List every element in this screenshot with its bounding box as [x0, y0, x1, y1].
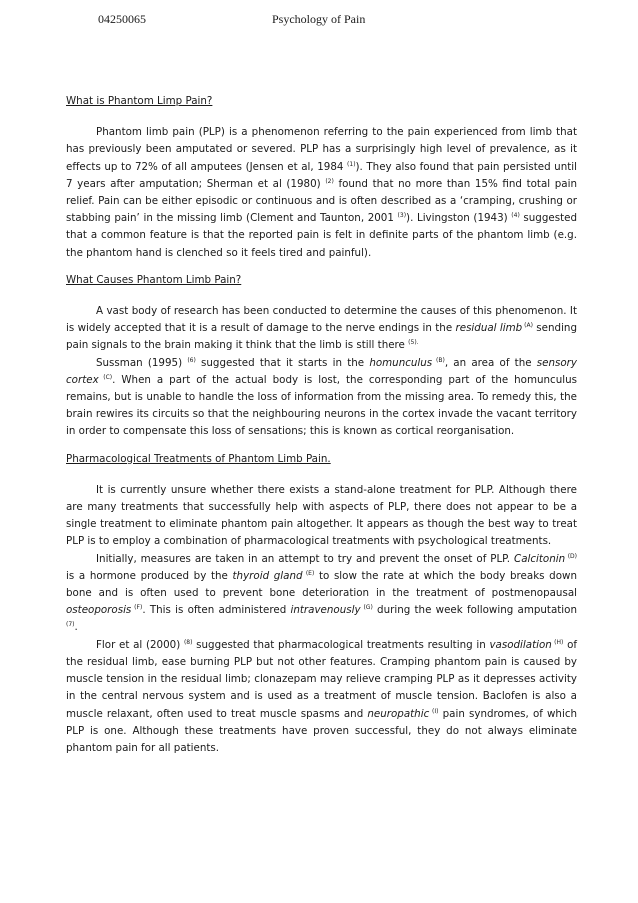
- citation-ref: (1): [347, 160, 356, 168]
- citation-ref: (6): [187, 356, 196, 364]
- glossary-term: intravenously: [290, 604, 361, 617]
- section-heading-what-is-plp: What is Phantom Limp Pain?: [66, 95, 213, 107]
- glossary-ref: (C): [98, 373, 113, 381]
- student-id: 04250065: [98, 12, 146, 26]
- citation-ref: (8): [183, 638, 193, 646]
- glossary-ref: (H): [551, 638, 564, 646]
- citation-ref: (7): [66, 621, 75, 629]
- glossary-term: Calcitonin: [514, 552, 566, 565]
- glossary-term: vasodilation: [489, 638, 552, 651]
- glossary-ref: (I): [429, 707, 439, 715]
- glossary-term: homunculus: [369, 356, 433, 369]
- glossary-ref: (E): [302, 569, 315, 577]
- paragraph: Sussman (1995) $^{(6)}$ suggested that it starts in the homunculus $^{(B)}$, an area of the sensory cortex $^{(C)}$. When a part of the actual body is lost, the corresponding part of the homunculus remains, but is unable to handle the loss of information from the missing area. To remedy this, the brain rewires its circuits so that the neighbouring neurons in the cortex invade the vacant territory in order to compensate this loss of sensations; this is known as cortical reorganisation.: [66, 356, 577, 438]
- glossary-term: residual limb: [455, 322, 523, 335]
- citation-ref: (2): [325, 177, 334, 185]
- section-heading-pharmacological: Pharmacological Treatments of Phantom Limb Pain.: [66, 452, 331, 465]
- paragraph: A vast body of research has been conducted to determine the causes of this phenomenon. It is widely accepted that it is a result of damage to the nerve endings in the residual limb $^{(A)}$ sending pain signals to the brain making it think that the limb is still there $^{(5).}$: [66, 305, 577, 352]
- glossary-ref: (A): [522, 322, 533, 330]
- glossary-term: sensory cortex: [66, 356, 577, 386]
- citation-ref: (5).: [408, 339, 419, 347]
- citation-ref: (3): [397, 212, 407, 220]
- glossary-ref: (D): [565, 552, 577, 560]
- citation-ref: (4): [511, 212, 520, 220]
- glossary-ref: (F): [131, 604, 143, 612]
- glossary-ref: (B): [432, 356, 445, 364]
- page-header: [0, 12, 638, 32]
- section-heading-causes: What Causes Phantom Limb Pain?: [66, 273, 242, 286]
- document-title: Psychology of Pain: [272, 12, 366, 26]
- paragraph: Flor et al (2000) $^{(8)}$ suggested that pharmacological treatments resulting in vasodilation $^{(H)}$ of the residual limb, ease burning PLP but not other features. Cramping phantom pain is caused by muscle tension in the residual limb; clonazepam may relieve cramping PLP as it depresses activity in the central nervous system and is used as a treatment of muscle tension. Baclofen is also a muscle relaxant, often used to treat muscle spasms and neuropathic $^{(I)}$ pain syndromes, of which PLP is one. Although these treatments have proven successful, they do not always eliminate phantom pain for all patients.: [66, 638, 578, 754]
- glossary-term: neuropathic: [367, 707, 430, 720]
- glossary-term: osteoporosis: [66, 604, 132, 617]
- document-body: [66, 93, 577, 761]
- glossary-ref: (G): [360, 604, 373, 612]
- paragraph: Initially, measures are taken in an attempt to try and prevent the onset of PLP. Calcitonin $^{(D)}$ is a hormone produced by the thyroid gland $^{(E)}$ to slow the rate at which the body breaks down bone and is often used to prevent bone deterioration in the treatment of postmenopausal osteoporosis $^{(F)}$. This is often administered intravenously $^{(G)}$ during the week following amputation $^{(7)}$.: [66, 552, 577, 634]
- paragraph: Phantom limb pain (PLP) is a phenomenon referring to the pain experienced from limb that has previously been amputated or severed. PLP has a surprisingly high level of prevalence, as it effects up to 72% of all amputees (Jensen et al, 1984 $^{(1)}$). They also found that pain persisted until 7 years after amputation; Sherman et al (1980) $^{(2)}$ found that no more than 15% find total pain relief. Pain can be either episodic or continuous and is often described as a ‘cramping, crushing or stabbing pain’ in the missing limb (Clement and Taunton, 2001 $^{(3)}$). Livingston (1943) $^{(4)}$ suggested that a common feature is that the reported pain is felt in definite parts of the phantom limb (e.g. the phantom hand is clenched so it feels tired and painful).: [66, 126, 577, 259]
- paragraph: It is currently unsure whether there exists a stand-alone treatment for PLP. Although there are many treatments that successfully help with aspects of PLP, there does not appear to be a single treatment to eliminate phantom pain altogether. It appears as though the best way to treat PLP is to employ a combination of pharmacological treatments with psychological treatments.: [66, 483, 577, 548]
- glossary-term: thyroid gland: [232, 569, 303, 582]
